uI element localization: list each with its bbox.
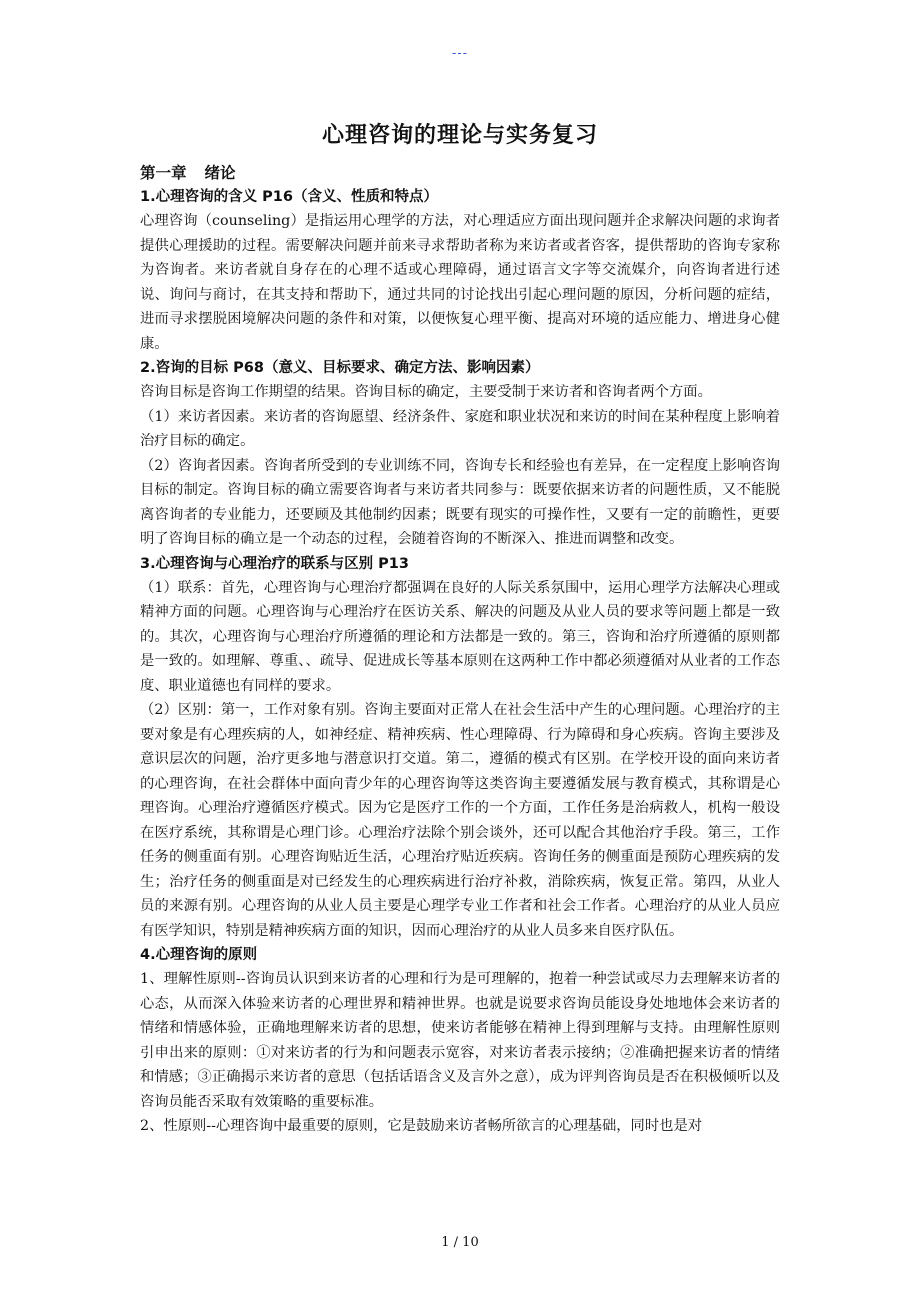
chapter-heading — [140, 161, 780, 183]
paragraph: （1）来访者因素。来访者的咨询愿望、经济条件、家庭和职业状况和来访的时间在某种程度上影响着治疗目标的确定。 — [140, 408, 780, 449]
chapter-number: 第一章 — [140, 164, 187, 182]
page-number: 1 / 10 — [441, 1235, 479, 1250]
paragraph: （2）区别：第一，工作对象有别。咨询主要面对正常人在社会生活中产生的心理问题。心理治疗的主要对象是有心理疾病的人，如神经症、精神疾病、性心理障碍、行为障碍和身心疾病。咨询主要涉及意识层次的问题，治疗更多地与潜意识打交道。第二，遵循的模式有区别。在学校开设的面向来访者的心理咨询，在社会群体中面向青少年的心理咨询等这类咨询主要遵循发展与教育模式，其称谓是心理咨询。心理治疗遵循医疗模式。因为它是医疗工作的一个方面，工作任务是治病救人，机构一般设在医疗系统，其称谓是心理门诊。心理治疗法除个别会谈外，还可以配合其他治疗手段。第三，工作任务的侧重面有别。心理咨询贴近生活，心理治疗贴近疾病。咨询任务的侧重面是预防心理疾病的发生；治疗任务的侧重面是对已经发生的心理疾病进行治疗补救，消除疾病，恢复正常。第四，从业人员的来源有别。心理咨询的从业人员主要是心理学专业工作者和社会工作者。心理治疗的从业人员应有医学知识，特别是精神疾病方面的知识，因而心理治疗的从业人员多来自医疗队伍。 — [140, 702, 780, 939]
section-heading: 2.咨询的目标 P68（意义、目标要求、确定方法、影响因素） — [140, 360, 540, 376]
paragraph: 1、理解性原则--咨询员认识到来访者的心理和行为是可理解的，抱着一种尝试或尽力去理解来访者的心态，从而深入体验来访者的心理世界和精神世界。也就是说要求咨询员能设身处地地体会来访者的情绪和情感体验，正确地理解来访者的思想，使来访者能够在精神上得到理解与支持。由理解性原则引申出来的原则：①对来访者的行为和问题表示宽容，对来访者表示接纳；②准确把握来访者的情绪和情感；③正确揭示来访者的意思（包括话语含义及言外之意），成为评判咨询员是否在积极倾听以及咨询员能否采取有效策略的重要标准。 — [140, 971, 780, 1110]
section-heading: 4.心理咨询的原则 — [140, 947, 258, 963]
paragraph: 咨询目标是咨询工作期望的结果。咨询目标的确定，主要受制于来访者和咨询者两个方面。 — [140, 384, 712, 400]
section-heading: 1.心理咨询的含义 P16（含义、性质和特点） — [140, 189, 438, 205]
paragraph: （1）联系：首先，心理咨询与心理治疗都强调在良好的人际关系氛围中，运用心理学方法解决心理或精神方面的问题。心理咨询与心理治疗在医访关系、解决的问题及从业人员的要求等问题上都是一致的。其次，心理咨询与心理治疗所遵循的理论和方法都是一致的。第三，咨询和治疗所遵循的原则都是一致的。如理解、尊重、、疏导、促进成长等基本原则在这两种工作中都必须遵循对从业者的工作态度、职业道德也有同样的要求。 — [140, 579, 780, 694]
header-mark: --- — [452, 46, 468, 60]
section-3 — [140, 552, 780, 944]
paragraph: 心理咨询（counseling）是指运用心理学的方法，对心理适应方面出现问题并企求解决问题的求询者提供心理援助的过程。需要解决问题并前来寻求帮助者称为来访者或者咨客，提供帮助的咨询专家称为咨询者。来访者就自身存在的心理不适或心理障碍，通过语言文字等交流媒介，向咨询者进行述说、询问与商讨，在其支持和帮助下，通过共同的讨论找出引起心理问题的原因，分析问题的症结，进而寻求摆脱困境解决问题的条件和对策，以便恢复心理平衡、提高对环境的适应能力、增进身心健康。 — [140, 213, 780, 352]
section-heading: 3.心理咨询与心理治疗的联系与区别 P13 — [140, 555, 409, 572]
section-1 — [140, 185, 780, 356]
page-title: 心理咨询的理论与实务复习 — [321, 123, 598, 148]
paragraph: 2、性原则--心理咨询中最重要的原则，它是鼓励来访者畅所欲言的心理基础，同时也是对 — [140, 1118, 703, 1134]
document-body — [140, 118, 780, 1139]
chapter-name: 绪论 — [204, 164, 236, 182]
section-4 — [140, 943, 780, 1139]
section-2 — [140, 356, 780, 552]
paragraph: （2）咨询者因素。咨询者所受到的专业训练不同，咨询专长和经验也有差异，在一定程度上影响咨询目标的制定。咨询目标的确立需要咨询者与来访者共同参与：既要依据来访者的问题性质，又不能脱离咨询者的专业能力，还要顾及其他制约因素；既要有现实的可操作性，又要有一定的前瞻性，更要明了咨询目标的确立是一个动态的过程，会随着咨询的不断深入、推进而调整和改变。 — [140, 457, 780, 547]
